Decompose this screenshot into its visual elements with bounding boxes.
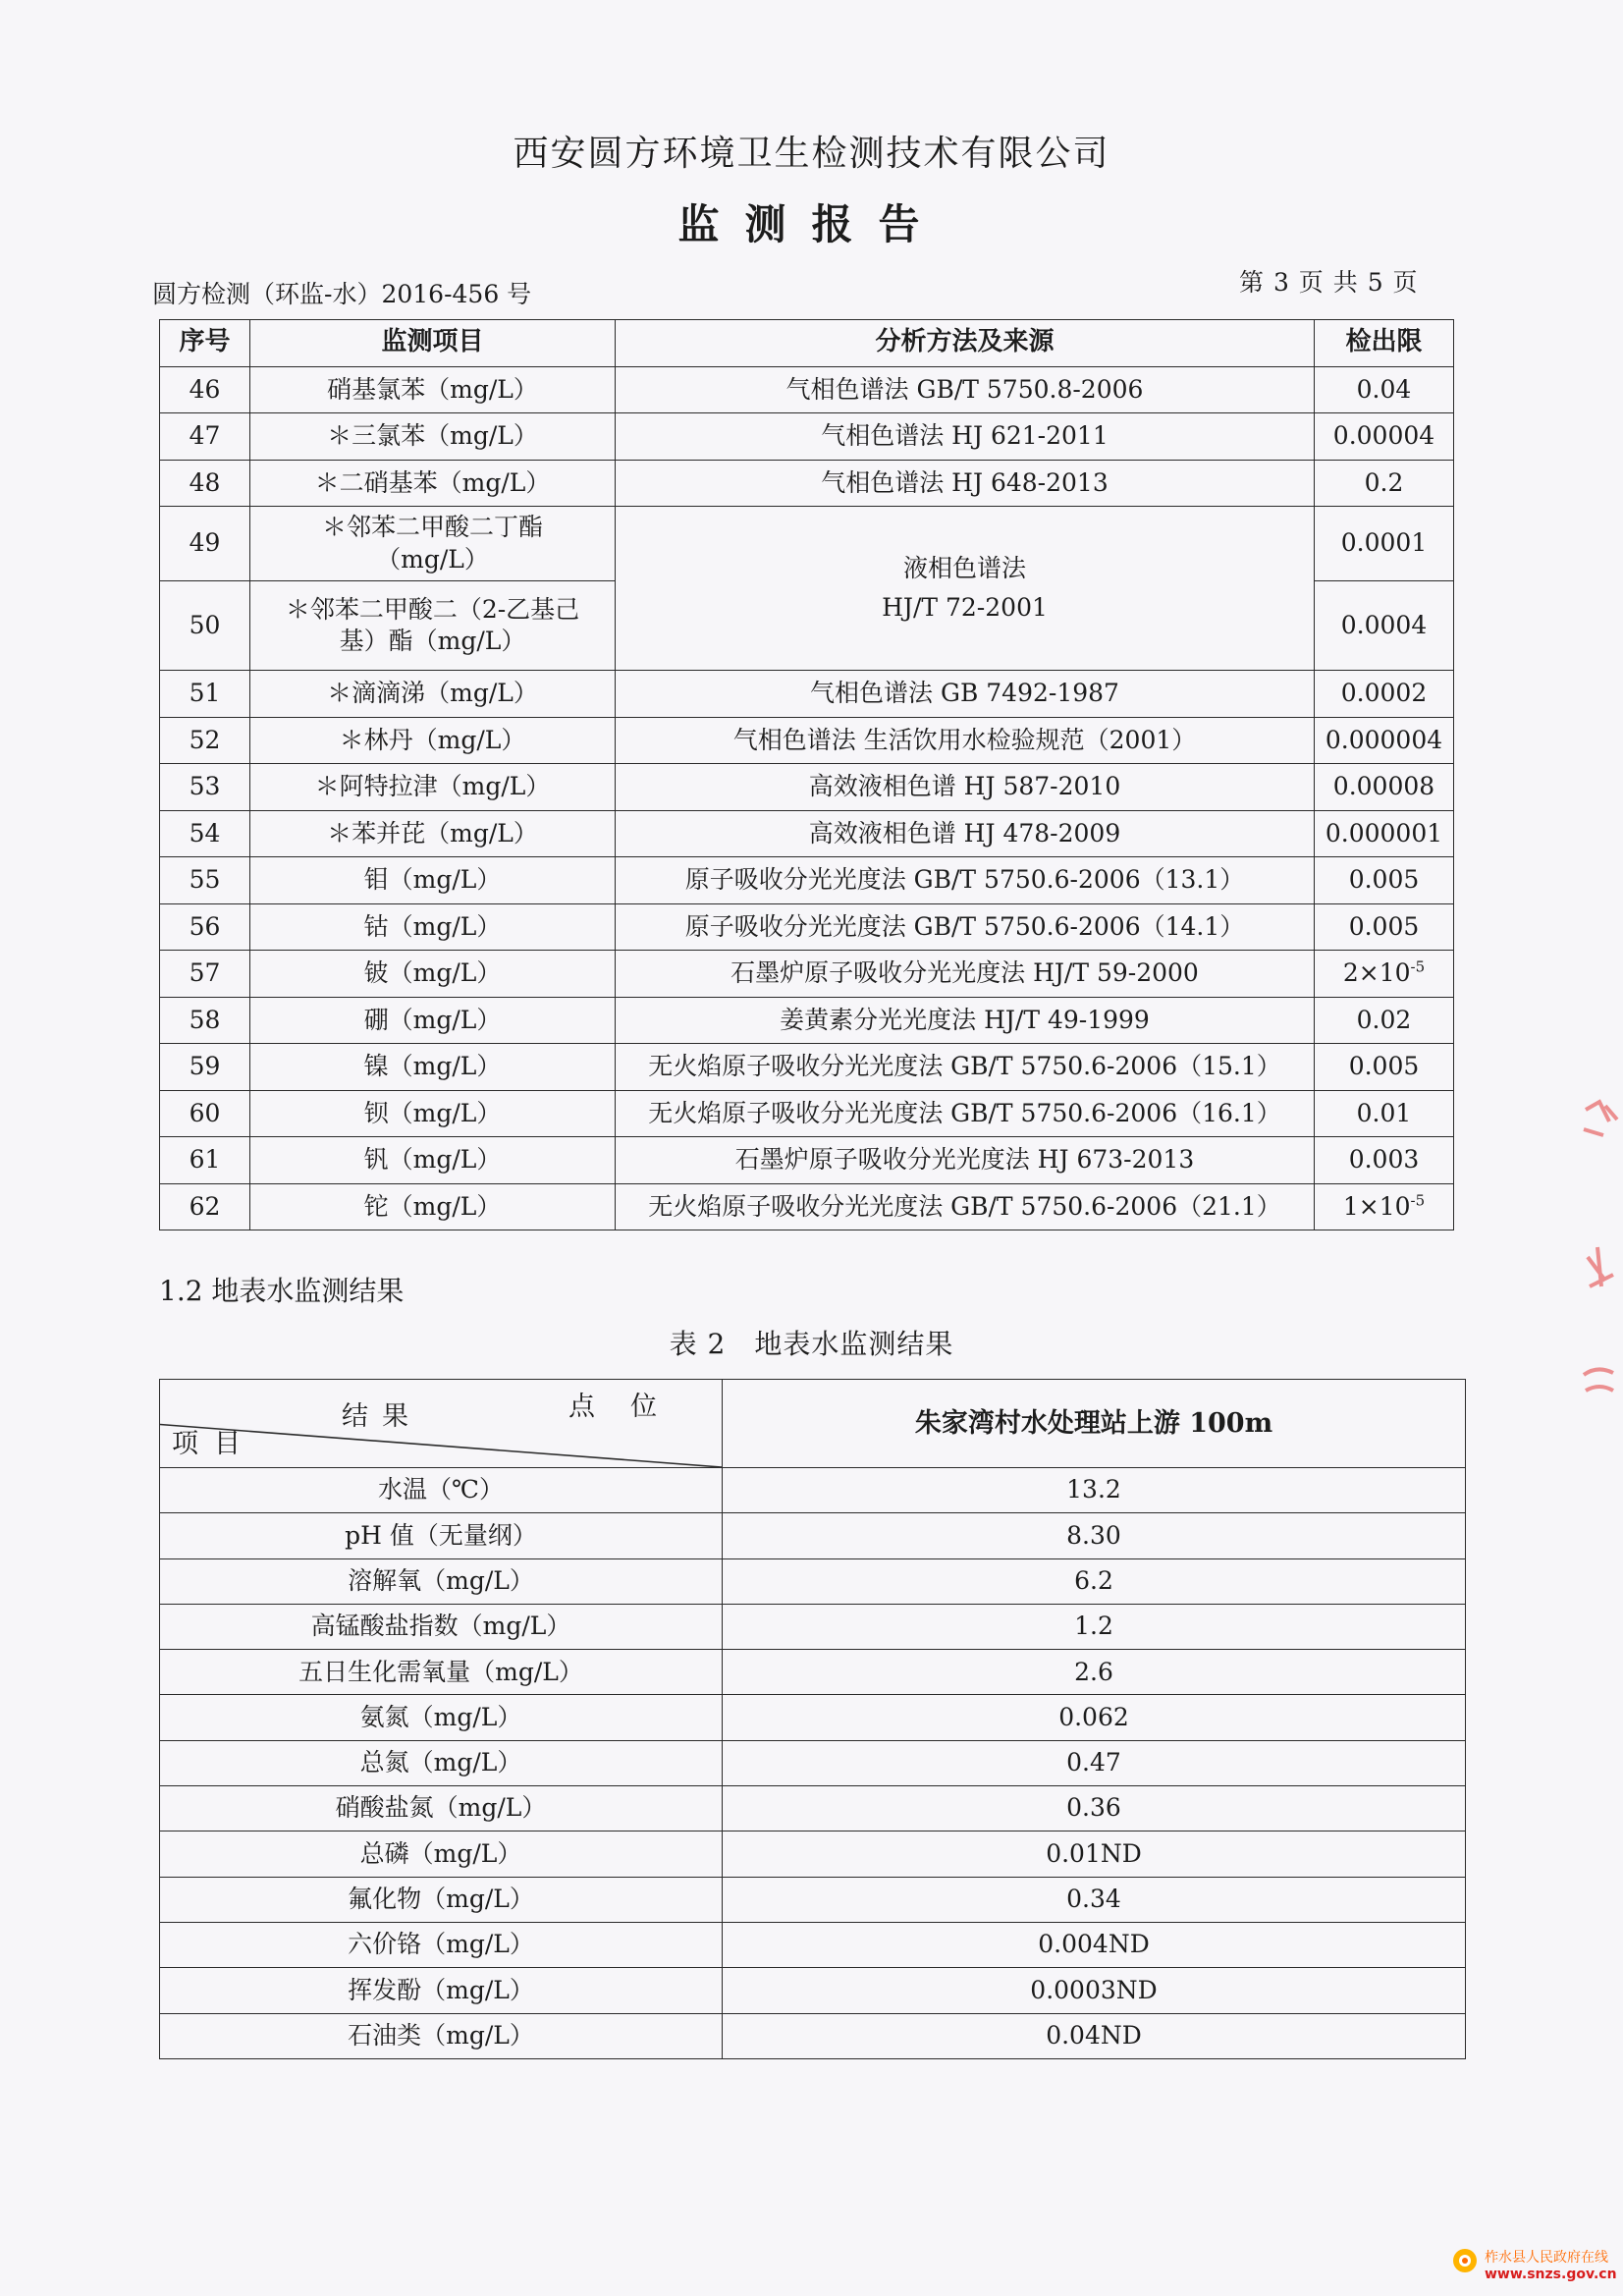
row-no: 59 bbox=[160, 1044, 250, 1091]
merged-method-line1: 液相色谱法 bbox=[902, 553, 1026, 582]
report-title: 监测报告 bbox=[677, 200, 946, 248]
row-no: 54 bbox=[160, 810, 250, 857]
table-row bbox=[160, 1831, 1466, 1877]
row-value: 0.004ND bbox=[723, 1922, 1466, 1967]
row-no: 53 bbox=[160, 764, 250, 811]
watermark-url: www.snzs.gov.cn bbox=[1485, 2267, 1617, 2282]
row-limit: 0.0001 bbox=[1315, 507, 1454, 581]
row-no: 60 bbox=[160, 1090, 250, 1137]
row-limit: 0.0002 bbox=[1315, 671, 1454, 718]
row-method: 姜黄素分光光度法 HJ/T 49-1999 bbox=[616, 997, 1315, 1044]
row-item: ＊滴滴涕（mg/L） bbox=[250, 671, 616, 718]
row-item: 铍（mg/L） bbox=[250, 951, 616, 998]
limit-exponent: -5 bbox=[1410, 1191, 1426, 1210]
table-row bbox=[160, 366, 1454, 413]
row-value: 0.0003ND bbox=[723, 1968, 1466, 2013]
row-item: 挥发酚（mg/L） bbox=[160, 1968, 723, 2013]
watermark-site-name: 柞水县人民政府在线 bbox=[1485, 2250, 1608, 2266]
row-no: 47 bbox=[160, 413, 250, 461]
corner-point-label: 点位 bbox=[568, 1392, 692, 1422]
row-item: ＊三氯苯（mg/L） bbox=[250, 413, 616, 461]
limit-base: 1×10 bbox=[1342, 1191, 1411, 1221]
row-item: 水温（℃） bbox=[160, 1468, 723, 1513]
row-no: 62 bbox=[160, 1183, 250, 1230]
row-method: 气相色谱法 HJ 621-2011 bbox=[616, 413, 1315, 461]
row-limit: 0.005 bbox=[1315, 1044, 1454, 1091]
header-item: 监测项目 bbox=[250, 320, 616, 367]
table-row bbox=[160, 671, 1454, 718]
row-item: 硝酸盐氮（mg/L） bbox=[160, 1786, 723, 1831]
row-method-merged bbox=[616, 507, 1315, 671]
row-method: 高效液相色谱 HJ 478-2009 bbox=[616, 810, 1315, 857]
row-method: 石墨炉原子吸收分光光度法 HJ/T 59-2000 bbox=[616, 951, 1315, 998]
row-limit bbox=[1315, 1183, 1454, 1230]
header-limit: 检出限 bbox=[1315, 320, 1454, 367]
row-item-line2: 基）酯（mg/L） bbox=[339, 627, 526, 655]
row-limit: 0.000001 bbox=[1315, 810, 1454, 857]
section-title: 1.2 地表水监测结果 bbox=[159, 1275, 405, 1307]
table-row bbox=[160, 1968, 1466, 2013]
row-method: 无火焰原子吸收分光光度法 GB/T 5750.6-2006（21.1） bbox=[616, 1183, 1315, 1230]
table-row bbox=[160, 460, 1454, 507]
site-logo-icon bbox=[1451, 2247, 1479, 2274]
report-number: 圆方检测（环监-水）2016-456 号 bbox=[152, 280, 532, 308]
row-item: 钼（mg/L） bbox=[250, 857, 616, 904]
row-limit: 0.005 bbox=[1315, 857, 1454, 904]
row-item: 铊（mg/L） bbox=[250, 1183, 616, 1230]
table-row bbox=[160, 507, 1454, 581]
row-method: 原子吸收分光光度法 GB/T 5750.6-2006（13.1） bbox=[616, 857, 1315, 904]
diagonal-header-cell bbox=[160, 1380, 723, 1468]
row-item: 石油类（mg/L） bbox=[160, 2013, 723, 2058]
row-item: 高锰酸盐指数（mg/L） bbox=[160, 1604, 723, 1649]
table-row bbox=[160, 717, 1454, 764]
table-row bbox=[160, 1468, 1466, 1513]
row-method: 无火焰原子吸收分光光度法 GB/T 5750.6-2006（15.1） bbox=[616, 1044, 1315, 1091]
row-no: 50 bbox=[160, 581, 250, 671]
row-value: 0.47 bbox=[723, 1740, 1466, 1785]
header-no: 序号 bbox=[160, 320, 250, 367]
row-method: 气相色谱法 GB/T 5750.8-2006 bbox=[616, 366, 1315, 413]
row-value: 6.2 bbox=[723, 1558, 1466, 1604]
row-item: 总磷（mg/L） bbox=[160, 1831, 723, 1877]
row-limit: 0.005 bbox=[1315, 903, 1454, 951]
row-item bbox=[250, 581, 616, 671]
row-limit: 0.02 bbox=[1315, 997, 1454, 1044]
table-row bbox=[160, 1877, 1466, 1922]
table-row bbox=[160, 1695, 1466, 1740]
header-method: 分析方法及来源 bbox=[616, 320, 1315, 367]
table-row bbox=[160, 810, 1454, 857]
table-header-row bbox=[160, 320, 1454, 367]
page-number: 第 3 页 共 5 页 bbox=[1239, 268, 1419, 297]
row-value: 0.34 bbox=[723, 1877, 1466, 1922]
table-row bbox=[160, 1650, 1466, 1695]
surface-water-results-table bbox=[159, 1379, 1466, 2059]
row-item: ＊二硝基苯（mg/L） bbox=[250, 460, 616, 507]
table-header-row bbox=[160, 1380, 1466, 1468]
table-row bbox=[160, 1183, 1454, 1230]
row-method: 无火焰原子吸收分光光度法 GB/T 5750.6-2006（16.1） bbox=[616, 1090, 1315, 1137]
row-value: 0.36 bbox=[723, 1786, 1466, 1831]
table-row bbox=[160, 764, 1454, 811]
limit-exponent: -5 bbox=[1410, 957, 1426, 976]
row-item: 氨氮（mg/L） bbox=[160, 1695, 723, 1740]
row-item: pH 值（无量纲） bbox=[160, 1513, 723, 1558]
row-limit: 0.003 bbox=[1315, 1137, 1454, 1184]
row-method: 原子吸收分光光度法 GB/T 5750.6-2006（14.1） bbox=[616, 903, 1315, 951]
row-item: 钒（mg/L） bbox=[250, 1137, 616, 1184]
table-row bbox=[160, 1513, 1466, 1558]
table-row bbox=[160, 2013, 1466, 2058]
row-limit: 0.0004 bbox=[1315, 581, 1454, 671]
table-row bbox=[160, 413, 1454, 461]
row-item: 钡（mg/L） bbox=[250, 1090, 616, 1137]
row-item: 六价铬（mg/L） bbox=[160, 1922, 723, 1967]
row-value: 13.2 bbox=[723, 1468, 1466, 1513]
row-value: 0.01ND bbox=[723, 1831, 1466, 1877]
row-no: 51 bbox=[160, 671, 250, 718]
row-no: 49 bbox=[160, 507, 250, 581]
row-no: 48 bbox=[160, 460, 250, 507]
row-item: 总氮（mg/L） bbox=[160, 1740, 723, 1785]
row-no: 61 bbox=[160, 1137, 250, 1184]
row-method: 高效液相色谱 HJ 587-2010 bbox=[616, 764, 1315, 811]
row-limit: 0.01 bbox=[1315, 1090, 1454, 1137]
row-limit: 0.2 bbox=[1315, 460, 1454, 507]
row-item: 五日生化需氧量（mg/L） bbox=[160, 1650, 723, 1695]
row-limit: 0.00004 bbox=[1315, 413, 1454, 461]
row-no: 57 bbox=[160, 951, 250, 998]
company-name: 西安圆方环境卫生检测技术有限公司 bbox=[513, 134, 1110, 174]
table-row bbox=[160, 951, 1454, 998]
row-item bbox=[250, 507, 616, 581]
table-row bbox=[160, 903, 1454, 951]
site-header: 朱家湾村水处理站上游 100m bbox=[723, 1380, 1466, 1468]
row-item-line2: （mg/L） bbox=[376, 544, 489, 574]
row-item: 镍（mg/L） bbox=[250, 1044, 616, 1091]
corner-result-label: 结果 bbox=[342, 1401, 422, 1432]
row-item: 溶解氧（mg/L） bbox=[160, 1558, 723, 1604]
detection-limit-table bbox=[159, 319, 1454, 1230]
row-item-line1: ＊邻苯二甲酸二（2-乙基己 bbox=[285, 594, 580, 624]
row-item: ＊阿特拉津（mg/L） bbox=[250, 764, 616, 811]
row-item: 钴（mg/L） bbox=[250, 903, 616, 951]
table-row bbox=[160, 1604, 1466, 1649]
row-no: 58 bbox=[160, 997, 250, 1044]
row-no: 55 bbox=[160, 857, 250, 904]
row-no: 46 bbox=[160, 366, 250, 413]
row-no: 56 bbox=[160, 903, 250, 951]
row-limit: 0.000004 bbox=[1315, 717, 1454, 764]
row-limit: 0.00008 bbox=[1315, 764, 1454, 811]
row-item: 硝基氯苯（mg/L） bbox=[250, 366, 616, 413]
row-item: 硼（mg/L） bbox=[250, 997, 616, 1044]
row-method: 气相色谱法 HJ 648-2013 bbox=[616, 460, 1315, 507]
row-value: 0.062 bbox=[723, 1695, 1466, 1740]
table-row bbox=[160, 997, 1454, 1044]
row-no: 52 bbox=[160, 717, 250, 764]
seal-stamp-fragment bbox=[1576, 1080, 1623, 1414]
row-item: 氟化物（mg/L） bbox=[160, 1877, 723, 1922]
row-value: 1.2 bbox=[723, 1604, 1466, 1649]
table2-caption: 表 2 地表水监测结果 bbox=[669, 1328, 954, 1360]
table-row bbox=[160, 1090, 1454, 1137]
limit-base: 2×10 bbox=[1342, 958, 1411, 987]
corner-item-label: 项目 bbox=[172, 1428, 256, 1459]
table-row bbox=[160, 1740, 1466, 1785]
table-row bbox=[160, 1558, 1466, 1604]
row-value: 0.04ND bbox=[723, 2013, 1466, 2058]
row-method: 气相色谱法 生活饮用水检验规范（2001） bbox=[616, 717, 1315, 764]
row-item: ＊林丹（mg/L） bbox=[250, 717, 616, 764]
row-item-line1: ＊邻苯二甲酸二丁酯 bbox=[321, 513, 543, 541]
row-method: 石墨炉原子吸收分光光度法 HJ 673-2013 bbox=[616, 1137, 1315, 1184]
merged-method-line2: HJ/T 72-2001 bbox=[882, 593, 1048, 622]
row-item: ＊苯并芘（mg/L） bbox=[250, 810, 616, 857]
row-limit: 0.04 bbox=[1315, 366, 1454, 413]
table-row bbox=[160, 1044, 1454, 1091]
table-row bbox=[160, 1786, 1466, 1831]
row-value: 8.30 bbox=[723, 1513, 1466, 1558]
table-row bbox=[160, 1137, 1454, 1184]
table-row bbox=[160, 1922, 1466, 1967]
table-row bbox=[160, 857, 1454, 904]
row-method: 气相色谱法 GB 7492-1987 bbox=[616, 671, 1315, 718]
row-limit bbox=[1315, 951, 1454, 998]
row-value: 2.6 bbox=[723, 1650, 1466, 1695]
